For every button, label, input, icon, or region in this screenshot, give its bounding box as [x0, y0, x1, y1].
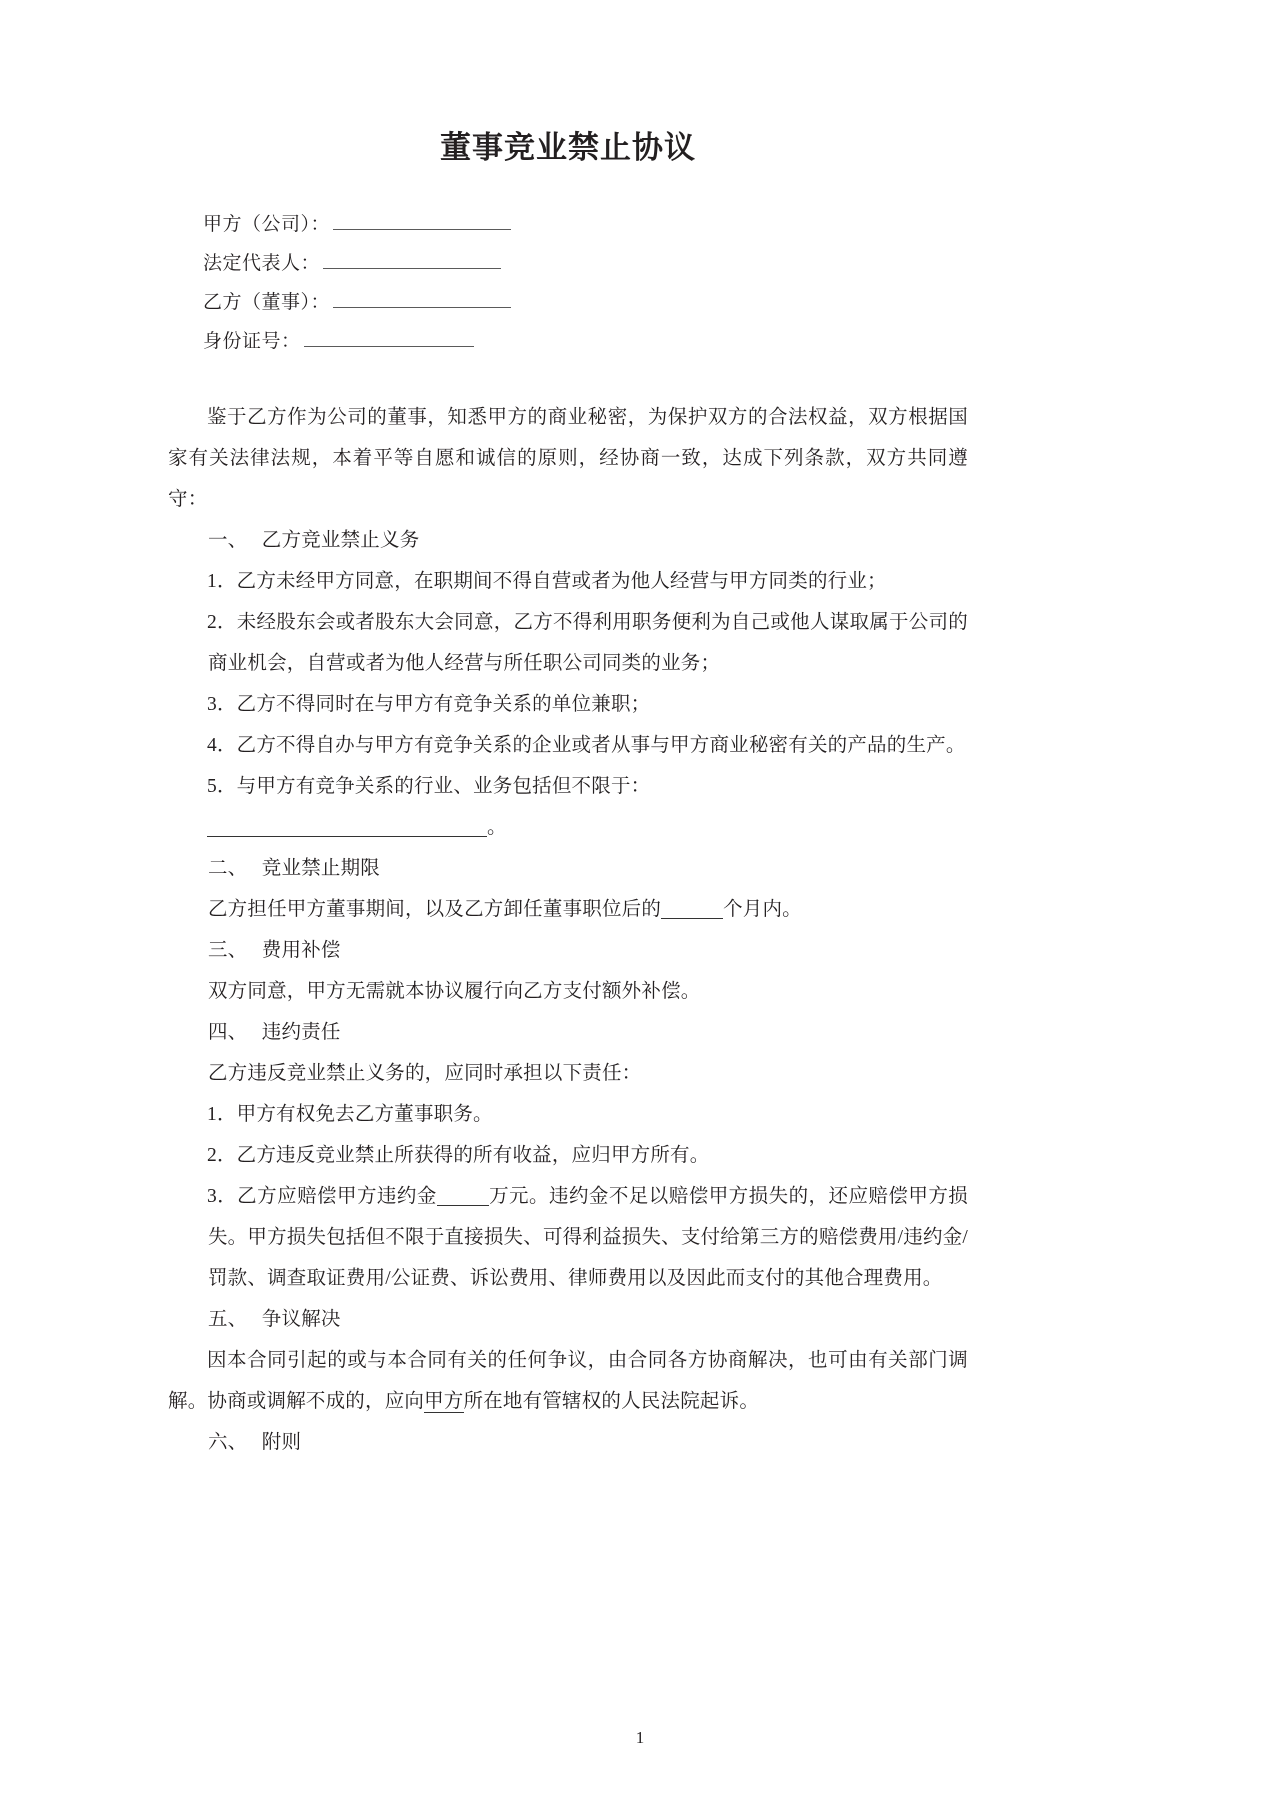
- party-label-id-number: 身份证号：: [203, 331, 301, 353]
- section-5-text-after: 所在地有管辖权的人民法院起诉。: [463, 1391, 760, 1413]
- clause-1-5-blank-line: [168, 807, 968, 848]
- clause-4-3-text-before: 3．乙方应赔偿甲方违约金: [207, 1186, 437, 1208]
- page-title: 董事竞业禁止协议: [440, 130, 696, 166]
- section-heading-6: [168, 1422, 968, 1463]
- document-content: [168, 0, 968, 1463]
- penalty-amount-input[interactable]: [437, 1185, 489, 1206]
- section-title-4: 违约责任: [261, 1022, 341, 1044]
- party-fields: [168, 212, 968, 351]
- party-label-legal-representative: 法定代表人：: [203, 253, 321, 275]
- section-title-1: 乙方竞业禁止义务: [261, 530, 420, 552]
- section-title-6: 附则: [261, 1432, 302, 1454]
- section-number-3: 三、: [207, 940, 248, 962]
- party-field-director: [203, 290, 968, 312]
- section-number-1: 一、: [207, 530, 248, 552]
- section-3-body: 双方同意，甲方无需就本协议履行向乙方支付额外补偿。: [207, 981, 701, 1003]
- section-number-2: 二、: [207, 858, 248, 880]
- section-2-body: [168, 889, 968, 930]
- jurisdiction-party: 甲方: [424, 1391, 464, 1413]
- section-number-4: 四、: [207, 1022, 248, 1044]
- party-field-company: [203, 212, 968, 234]
- party-input-director[interactable]: [333, 290, 511, 308]
- clause-4-2: 2．乙方违反竞业禁止所获得的所有收益，应归甲方所有。: [207, 1145, 710, 1167]
- clause-1-2: 2．未经股东会或者股东大会同意，乙方不得利用职务便利为自己或他人谋取属于公司的商业机会，自营或者为他人经营与所任职公司同类的业务；: [207, 612, 968, 675]
- clause-1-3: 3．乙方不得同时在与甲方有竞争关系的单位兼职；: [207, 694, 651, 716]
- clause-1-1: 1．乙方未经甲方同意，在职期间不得自营或者为他人经营与甲方同类的行业；: [207, 571, 887, 593]
- party-input-legal-representative[interactable]: [323, 251, 501, 269]
- section-heading-2: [168, 848, 968, 889]
- section-heading-5: [168, 1299, 968, 1340]
- section-number-6: 六、: [207, 1432, 248, 1454]
- section-number-5: 五、: [207, 1309, 248, 1331]
- party-label-director: 乙方（董事）：: [203, 292, 331, 314]
- section-title-5: 争议解决: [261, 1309, 341, 1331]
- clause-4-3: [168, 1176, 968, 1299]
- clause-1-5-blank-suffix: 。: [487, 817, 507, 839]
- section-4-lead: 乙方违反竞业禁止义务的，应同时承担以下责任：: [207, 1063, 642, 1085]
- party-label-company: 甲方（公司）：: [203, 214, 331, 236]
- party-input-id-number[interactable]: [304, 329, 474, 347]
- party-field-legal-representative: [203, 251, 968, 273]
- preamble-paragraph: 鉴于乙方作为公司的董事，知悉甲方的商业秘密，为保护双方的合法权益，双方根据国家有关法律法规，本着平等自愿和诚信的原则，经协商一致，达成下列条款，双方共同遵守：: [168, 407, 968, 511]
- clause-1-4: 4．乙方不得自办与甲方有竞争关系的企业或者从事与甲方商业秘密有关的产品的生产。: [207, 735, 966, 757]
- section-title-3: 费用补偿: [261, 940, 341, 962]
- page-number: 1: [635, 1728, 645, 1747]
- clause-1-5: 5．与甲方有竞争关系的行业、业务包括但不限于：: [207, 776, 651, 798]
- agreement-body: [168, 397, 968, 1463]
- section-heading-4: [168, 1012, 968, 1053]
- section-heading-3: [168, 930, 968, 971]
- clause-4-1: 1．甲方有权免去乙方董事职务。: [207, 1104, 493, 1126]
- section-5-text-before: 因本合同引起的或与本合同有关的任何争议，由合同各方协商解决，也可由有关部门调解。协商或调解不成的，应向: [168, 1350, 968, 1413]
- section-2-text-before: 乙方担任甲方董事期间，以及乙方卸任董事职位后的: [207, 899, 662, 921]
- section-title-2: 竞业禁止期限: [261, 858, 380, 880]
- restriction-months-input[interactable]: [661, 898, 723, 919]
- section-5-body: [168, 1340, 968, 1422]
- clause-4-3-text-after: 万元。违约金不足以赔偿甲方损失的，还应赔偿甲方损失。甲方损失包括但不限于直接损失、可得利益损失、支付给第三方的赔偿费用/违约金/罚款、调查取证费用/公证费、诉讼费用、律师费用以及因此而支付的其他合理费用。: [207, 1186, 968, 1290]
- party-input-company[interactable]: [333, 212, 511, 230]
- party-field-id-number: [203, 329, 968, 351]
- industry-scope-input[interactable]: [207, 816, 487, 837]
- section-2-text-after: 个月内。: [723, 899, 802, 921]
- section-heading-1: [168, 520, 968, 561]
